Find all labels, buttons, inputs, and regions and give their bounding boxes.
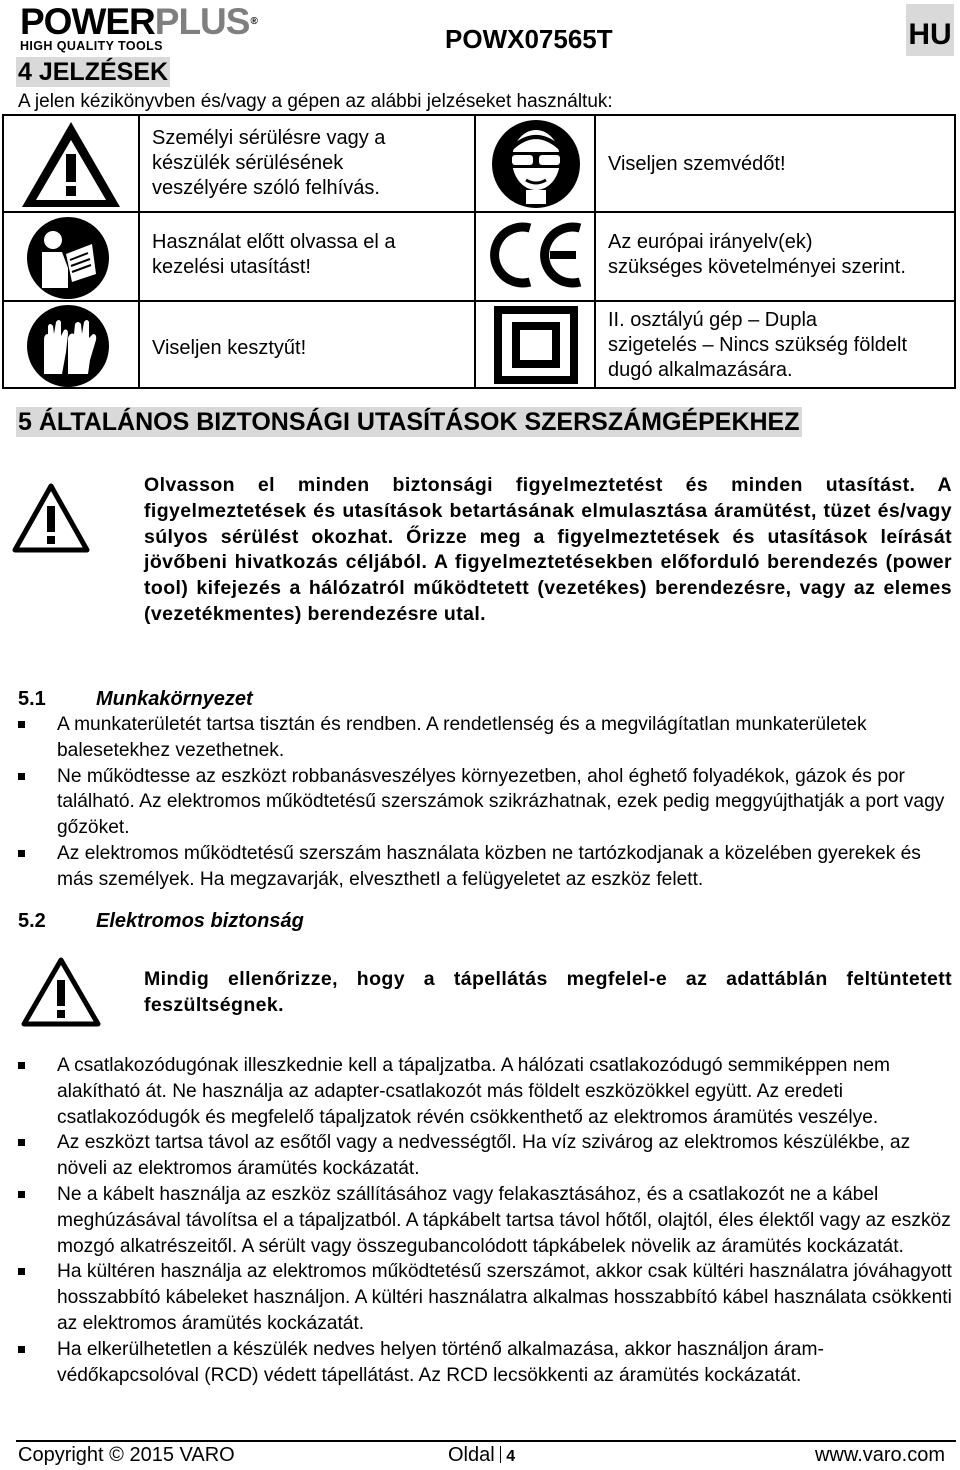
read-manual-icon [26, 216, 110, 300]
footer-copyright: Copyright © 2015 VARO [18, 1444, 235, 1466]
warning-triangle-icon [20, 956, 102, 1028]
page-label: Oldal [448, 1444, 495, 1466]
symbol-text-line: Személyi sérülésre vagy a [152, 127, 386, 149]
brand-name-plus: PLUS [154, 1, 250, 42]
brand-logo [20, 1, 295, 53]
ce-mark-icon [490, 220, 586, 290]
symbol-text-line: dugó alkalmazására. [608, 359, 793, 381]
warning-triangle-icon [18, 118, 124, 210]
subsection-title: Elektromos biztonság [96, 910, 304, 932]
registered-mark: ® [250, 16, 257, 27]
symbol-text-line: szigetelés – Nincs szükség földelt [608, 334, 908, 356]
class-ii-double-insulation-icon [494, 306, 578, 384]
symbol-text-line: készülék sérülésének [152, 152, 344, 174]
symbol-text-line: Az európai irányelv(ek) [608, 231, 813, 253]
list-item: Ne működtesse az eszközt robbanásveszélyes környezetben, ahol éghető folyadékok, gázok és por található. Az elektromos működtetésű szerszámok szikrázhatnak, ezek pedig meggyújthatják a port vagy gőzöket. [18, 764, 953, 841]
list-item: Az elektromos működtetésű szerszám használata közben ne tartózkodjanak a közelében gyerekek és más személyek. Ha megzavarják, elveszthetI a felügyeletet az eszköz felett. [18, 841, 953, 893]
electrical-safety-bullet-list [18, 1053, 953, 1388]
list-item: Ne a kábelt használja az eszköz szállításához vagy felakasztásához, és a csatlakozót ne a kábel meghúzásával távolítsa el a tápaljzatból. A tápkábelt tartsa távol hőtől, olajtól, éles élektől vagy az eszköz mozgó alkatrészeitől. A sérült vagy összegubancolódott tápkábelek növelik az áramütés kockázatát. [18, 1182, 953, 1259]
list-item: A munkaterületét tartsa tisztán és rendben. A rendetlenség és a megvilágítatlan munkaterületek balesetekhez vezethetnek. [18, 712, 953, 764]
warning-triangle-icon [12, 482, 90, 554]
gloves-icon [26, 304, 110, 388]
subsection-title: Munkakörnyezet [96, 688, 253, 710]
symbol-text-line: szükséges követelményei szerint. [608, 256, 906, 278]
model-number: POWX07565T [445, 24, 613, 54]
brand-tagline: HIGH QUALITY TOOLS [20, 39, 163, 53]
work-area-bullet-list [18, 712, 953, 893]
symbol-text-line: Viseljen kesztyűt! [152, 337, 307, 359]
subsection-number: 5.1 [18, 688, 46, 710]
symbol-text-line: veszélyére szóló felhívás. [152, 177, 380, 199]
footer-divider [16, 1440, 956, 1442]
list-item: Ha kültéren használja az elektromos működtetésű szerszámot, akkor csak kültéri használatra jóváhagyott hosszabbító kábeleket használjon. A kültéri használatra alkalmas hosszabbító kábel használata csökkenti az elektromos áramütés kockázatát. [18, 1259, 953, 1336]
electrical-warning-paragraph: Mindig ellenőrizze, hogy a tápellátás megfelel-e az adattáblán feltüntetett feszültségnek. [144, 968, 952, 1016]
symbol-text-line: II. osztályú gép – Dupla [608, 309, 818, 331]
section-4-heading: 4 JELZÉSEK [18, 58, 169, 86]
footer-website: www.varo.com [814, 1444, 945, 1466]
section-5-heading: 5 ÁLTALÁNOS BIZTONSÁGI UTASÍTÁSOK SZERSZÁMGÉPEKHEZ [18, 408, 800, 436]
symbol-table [2, 114, 956, 389]
eye-protection-icon [490, 118, 582, 210]
brand-name-power: POWER [20, 1, 155, 42]
footer-page-indicator [448, 1444, 515, 1467]
section-4-intro: A jelen kézikönyvben és/vagy a gépen az alábbi jelzéseket használtuk: [18, 91, 613, 112]
general-warning-paragraph: Olvasson el minden biztonsági figyelmeztetést és minden utasítást. A figyelmeztetések és utasítások betartásának elmulasztása áramütést, tüzet és/vagy súlyos sérülést okozhat. Őrizze meg a figyelmeztetések és utasítások leírását jövőbeni hivatkozás céljából. A figyelmeztetésekben előforduló berendezés (power tool) kifejezés a hálózatról működtetett (vezetékes) berendezésre, vagy az elemes (vezetékmentes) berendezésre utal. [144, 474, 952, 625]
subsection-number: 5.2 [18, 910, 46, 932]
symbol-text-line: Használat előtt olvassa el a [152, 231, 396, 253]
list-item: Ha elkerülhetetlen a készülék nedves helyen történő alkalmazása, akkor használjon áram-védőkapcsolóval (RCD) védett tápellátást. Az RCD lecsökkenti az áramütés kockázatát. [18, 1337, 953, 1389]
list-item: A csatlakozódugónak illeszkednie kell a tápaljzatba. A hálózati csatlakozódugó semmiképpen nem alakítható át. Ne használja az adapter-csatlakozót más földelt eszközökkel együtt. Az eredeti csatlakozódugók és megfelelő tápaljzatok révén csökkenthető az elektromos áramütés veszélye. [18, 1053, 953, 1130]
list-item: Az eszközt tartsa távol az esőtől vagy a nedvességtől. Ha víz szivárog az elektromos készülékbe, az növeli az elektromos áramütés kockázatát. [18, 1130, 953, 1182]
page-number: 4 [506, 1448, 516, 1465]
symbol-text-line: Viseljen szemvédőt! [608, 153, 786, 175]
symbol-text-line: kezelési utasítást! [152, 256, 311, 278]
language-badge: HU [906, 4, 954, 56]
